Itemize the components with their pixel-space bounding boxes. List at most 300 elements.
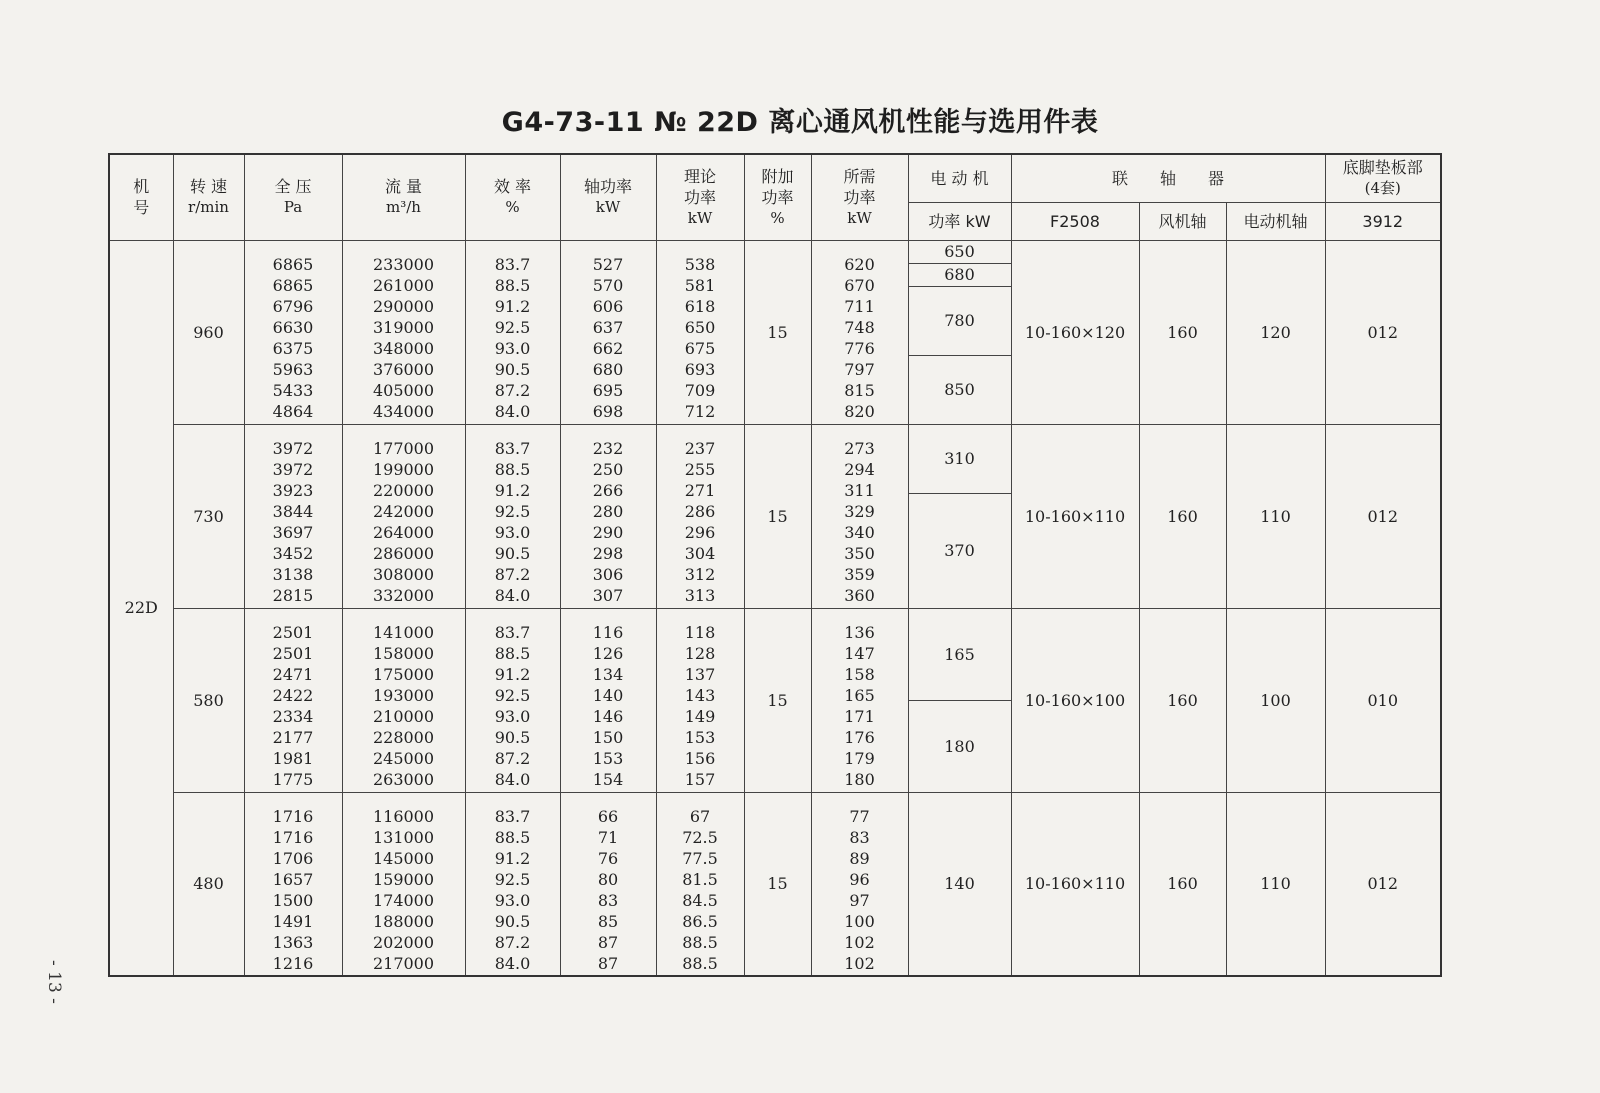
value-cell: 77.5 bbox=[682, 848, 718, 868]
required-power-values bbox=[812, 432, 908, 605]
header-extra-power-unit: % bbox=[770, 208, 785, 227]
value-cell: 87.2 bbox=[494, 381, 531, 400]
value-cell: 141000 bbox=[372, 623, 435, 642]
value-cell: 1491 bbox=[272, 911, 314, 931]
header-motor-shaft: 电动机轴 bbox=[1226, 202, 1325, 240]
header-pressure-unit: Pa bbox=[283, 198, 303, 217]
base-cell: 012 bbox=[1325, 424, 1441, 608]
value-cell: 2177 bbox=[272, 728, 314, 747]
value-cell: 145000 bbox=[372, 848, 435, 868]
value-cell: 87 bbox=[597, 953, 619, 973]
flow-column bbox=[342, 792, 465, 976]
header-base bbox=[1325, 154, 1441, 202]
value-cell: 313 bbox=[684, 586, 716, 605]
header-pressure bbox=[244, 154, 342, 240]
header-required-power-line1: 所需 bbox=[843, 166, 876, 186]
value-cell: 2501 bbox=[272, 644, 314, 663]
value-cell: 137 bbox=[684, 665, 716, 684]
value-cell: 359 bbox=[844, 565, 875, 584]
value-cell: 84.0 bbox=[494, 402, 531, 421]
value-cell: 298 bbox=[592, 544, 624, 563]
value-cell: 797 bbox=[844, 360, 875, 379]
value-cell: 102 bbox=[844, 953, 875, 973]
extra-power-cell: 15 bbox=[744, 240, 811, 424]
value-cell: 72.5 bbox=[682, 827, 718, 847]
value-cell: 67 bbox=[689, 806, 711, 826]
motor-power-cell: 140 bbox=[908, 792, 1011, 976]
value-cell: 159000 bbox=[372, 869, 435, 889]
value-cell: 89 bbox=[849, 848, 870, 868]
value-cell: 71 bbox=[597, 827, 619, 847]
shaft-power-values bbox=[561, 432, 656, 605]
value-cell: 1216 bbox=[272, 953, 314, 973]
header-speed-label: 转 速 bbox=[189, 177, 228, 197]
motor-shaft-cell: 120 bbox=[1226, 240, 1325, 424]
required-power-values bbox=[812, 800, 908, 973]
motor-shaft-cell: 110 bbox=[1226, 792, 1325, 976]
header-theory-power bbox=[656, 154, 744, 240]
value-cell: 820 bbox=[844, 402, 875, 421]
value-cell: 290000 bbox=[372, 297, 435, 316]
value-cell: 180 bbox=[844, 770, 875, 789]
efficiency-column bbox=[465, 792, 560, 976]
value-cell: 83 bbox=[597, 890, 619, 910]
value-cell: 242000 bbox=[372, 502, 435, 521]
value-cell: 153 bbox=[684, 728, 716, 747]
value-cell: 93.0 bbox=[494, 890, 531, 910]
page-number: - 13 - bbox=[44, 960, 64, 1004]
value-cell: 620 bbox=[844, 255, 875, 274]
shaft-power-values bbox=[561, 248, 656, 421]
value-cell: 2334 bbox=[272, 707, 314, 726]
header-required-power-unit: kW bbox=[847, 208, 872, 227]
value-cell: 6865 bbox=[272, 255, 314, 274]
value-cell: 153 bbox=[592, 749, 624, 768]
theory-power-values bbox=[657, 800, 744, 973]
value-cell: 329 bbox=[844, 502, 875, 521]
theory-power-values bbox=[657, 616, 744, 789]
value-cell: 179 bbox=[844, 749, 875, 768]
value-cell: 1981 bbox=[272, 749, 314, 768]
value-cell: 711 bbox=[844, 297, 875, 316]
value-cell: 131000 bbox=[372, 827, 435, 847]
header-efficiency bbox=[465, 154, 560, 240]
value-cell: 177000 bbox=[372, 439, 435, 458]
value-cell: 3138 bbox=[272, 565, 314, 584]
value-cell: 158000 bbox=[372, 644, 435, 663]
flow-column bbox=[342, 240, 465, 424]
required-power-column bbox=[811, 424, 908, 608]
header-flow bbox=[342, 154, 465, 240]
pressure-values bbox=[245, 248, 342, 421]
header-pressure-label: 全 压 bbox=[274, 177, 312, 197]
efficiency-column bbox=[465, 240, 560, 424]
value-cell: 87.2 bbox=[494, 932, 531, 952]
value-cell: 1716 bbox=[272, 806, 314, 826]
value-cell: 136 bbox=[844, 623, 875, 642]
value-cell: 232 bbox=[592, 439, 624, 458]
value-cell: 2501 bbox=[272, 623, 314, 642]
value-cell: 93.0 bbox=[494, 707, 531, 726]
value-cell: 815 bbox=[844, 381, 875, 400]
value-cell: 675 bbox=[684, 339, 716, 358]
value-cell: 97 bbox=[849, 890, 870, 910]
header-flow-label: 流 量 bbox=[384, 177, 423, 197]
base-cell: 010 bbox=[1325, 608, 1441, 792]
value-cell: 88.5 bbox=[494, 276, 531, 295]
shaft-power-column bbox=[560, 792, 656, 976]
motor-power-cell: 850 bbox=[908, 355, 1011, 424]
required-power-column bbox=[811, 792, 908, 976]
value-cell: 147 bbox=[844, 644, 875, 663]
speed-cell: 480 bbox=[173, 792, 244, 976]
speed-cell: 580 bbox=[173, 608, 244, 792]
fan-shaft-cell: 160 bbox=[1139, 424, 1226, 608]
value-cell: 83.7 bbox=[494, 255, 531, 274]
header-extra-power-line2: 功率 bbox=[761, 187, 794, 207]
header-shaft-power-label: 轴功率 bbox=[583, 177, 632, 197]
value-cell: 88.5 bbox=[494, 827, 531, 847]
base-cell: 012 bbox=[1325, 240, 1441, 424]
value-cell: 3972 bbox=[272, 460, 314, 479]
header-extra-power-line1: 附加 bbox=[761, 166, 794, 186]
value-cell: 83.7 bbox=[494, 623, 531, 642]
value-cell: 290 bbox=[592, 523, 624, 542]
efficiency-values bbox=[466, 616, 560, 789]
value-cell: 202000 bbox=[372, 932, 435, 952]
value-cell: 66 bbox=[597, 806, 619, 826]
value-cell: 348000 bbox=[372, 339, 435, 358]
performance-table bbox=[108, 153, 1442, 977]
efficiency-column bbox=[465, 608, 560, 792]
value-cell: 6375 bbox=[272, 339, 314, 358]
value-cell: 286 bbox=[684, 502, 716, 521]
value-cell: 266 bbox=[592, 481, 624, 500]
value-cell: 5433 bbox=[272, 381, 314, 400]
motor-shaft-cell: 100 bbox=[1226, 608, 1325, 792]
motor-shaft-cell: 110 bbox=[1226, 424, 1325, 608]
value-cell: 156 bbox=[684, 749, 716, 768]
value-cell: 304 bbox=[684, 544, 716, 563]
value-cell: 210000 bbox=[372, 707, 435, 726]
motor-power-cell: 680 bbox=[908, 263, 1011, 286]
value-cell: 88.5 bbox=[494, 460, 531, 479]
header-speed bbox=[173, 154, 244, 240]
machine-cell: 22D bbox=[109, 240, 173, 976]
value-cell: 695 bbox=[592, 381, 624, 400]
value-cell: 296 bbox=[684, 523, 716, 542]
value-cell: 1706 bbox=[272, 848, 314, 868]
pressure-column bbox=[244, 792, 342, 976]
header-extra-power bbox=[744, 154, 811, 240]
value-cell: 245000 bbox=[372, 749, 435, 768]
base-cell: 012 bbox=[1325, 792, 1441, 976]
value-cell: 6865 bbox=[272, 276, 314, 295]
header-theory-power-line1: 理论 bbox=[683, 166, 716, 186]
value-cell: 116 bbox=[592, 623, 624, 642]
value-cell: 1657 bbox=[272, 869, 314, 889]
value-cell: 261000 bbox=[372, 276, 435, 295]
extra-power-cell: 15 bbox=[744, 792, 811, 976]
header-coupling: 联 轴 器 bbox=[1011, 154, 1325, 202]
header-theory-power-line2: 功率 bbox=[683, 187, 716, 207]
value-cell: 2422 bbox=[272, 686, 314, 705]
coupling-cell: 10-160×110 bbox=[1011, 424, 1139, 608]
value-cell: 405000 bbox=[372, 381, 435, 400]
efficiency-values bbox=[466, 432, 560, 605]
value-cell: 126 bbox=[592, 644, 624, 663]
value-cell: 228000 bbox=[372, 728, 435, 747]
table-row bbox=[109, 608, 1441, 700]
shaft-power-column bbox=[560, 424, 656, 608]
header-base-line1: 底脚垫板部 bbox=[1342, 158, 1423, 178]
value-cell: 5963 bbox=[272, 360, 314, 379]
value-cell: 662 bbox=[592, 339, 624, 358]
value-cell: 91.2 bbox=[494, 848, 531, 868]
theory-power-values bbox=[657, 248, 744, 421]
pressure-values bbox=[245, 432, 342, 605]
pressure-column bbox=[244, 240, 342, 424]
pressure-column bbox=[244, 424, 342, 608]
value-cell: 174000 bbox=[372, 890, 435, 910]
efficiency-column bbox=[465, 424, 560, 608]
value-cell: 87.2 bbox=[494, 565, 531, 584]
header-shaft-power-unit: kW bbox=[595, 198, 621, 217]
value-cell: 149 bbox=[684, 707, 716, 726]
value-cell: 91.2 bbox=[494, 665, 531, 684]
extra-power-cell: 15 bbox=[744, 424, 811, 608]
value-cell: 90.5 bbox=[494, 544, 531, 563]
flow-values bbox=[343, 248, 465, 421]
value-cell: 1500 bbox=[272, 890, 314, 910]
speed-cell: 730 bbox=[173, 424, 244, 608]
value-cell: 263000 bbox=[372, 770, 435, 789]
shaft-power-values bbox=[561, 800, 656, 973]
value-cell: 83.7 bbox=[494, 806, 531, 826]
header-shaft-power bbox=[560, 154, 656, 240]
value-cell: 1363 bbox=[272, 932, 314, 952]
required-power-column bbox=[811, 608, 908, 792]
value-cell: 171 bbox=[844, 707, 875, 726]
value-cell: 350 bbox=[844, 544, 875, 563]
motor-power-cell: 180 bbox=[908, 700, 1011, 792]
value-cell: 158 bbox=[844, 665, 875, 684]
value-cell: 306 bbox=[592, 565, 624, 584]
value-cell: 154 bbox=[592, 770, 624, 789]
header-speed-unit: r/min bbox=[188, 198, 229, 217]
value-cell: 538 bbox=[684, 255, 716, 274]
value-cell: 286000 bbox=[372, 544, 435, 563]
value-cell: 434000 bbox=[372, 402, 435, 421]
value-cell: 87.2 bbox=[494, 749, 531, 768]
table-row bbox=[109, 792, 1441, 976]
value-cell: 670 bbox=[844, 276, 875, 295]
value-cell: 570 bbox=[592, 276, 624, 295]
value-cell: 84.0 bbox=[494, 770, 531, 789]
value-cell: 100 bbox=[844, 911, 875, 931]
value-cell: 143 bbox=[684, 686, 716, 705]
value-cell: 637 bbox=[592, 318, 624, 337]
value-cell: 88.5 bbox=[494, 644, 531, 663]
value-cell: 134 bbox=[592, 665, 624, 684]
header-required-power-line2: 功率 bbox=[843, 187, 876, 207]
value-cell: 92.5 bbox=[494, 318, 531, 337]
header-fan-shaft: 风机轴 bbox=[1139, 202, 1226, 240]
value-cell: 84.0 bbox=[494, 586, 531, 605]
value-cell: 96 bbox=[849, 869, 870, 889]
value-cell: 83 bbox=[849, 827, 870, 847]
value-cell: 776 bbox=[844, 339, 875, 358]
flow-values bbox=[343, 432, 465, 605]
value-cell: 146 bbox=[592, 707, 624, 726]
value-cell: 88.5 bbox=[682, 953, 718, 973]
value-cell: 709 bbox=[684, 381, 716, 400]
value-cell: 165 bbox=[844, 686, 875, 705]
value-cell: 90.5 bbox=[494, 728, 531, 747]
value-cell: 680 bbox=[592, 360, 624, 379]
value-cell: 294 bbox=[844, 460, 875, 479]
efficiency-values bbox=[466, 800, 560, 973]
required-power-values bbox=[812, 248, 908, 421]
header-theory-power-unit: kW bbox=[687, 208, 713, 227]
header-machine-line2: 号 bbox=[133, 198, 150, 218]
value-cell: 376000 bbox=[372, 360, 435, 379]
value-cell: 748 bbox=[844, 318, 875, 337]
value-cell: 6630 bbox=[272, 318, 314, 337]
coupling-cell: 10-160×120 bbox=[1011, 240, 1139, 424]
value-cell: 273 bbox=[844, 439, 875, 458]
theory-power-column bbox=[656, 240, 744, 424]
value-cell: 1716 bbox=[272, 827, 314, 847]
shaft-power-values bbox=[561, 616, 656, 789]
header-required-power bbox=[811, 154, 908, 240]
value-cell: 86.5 bbox=[682, 911, 718, 931]
value-cell: 2815 bbox=[272, 586, 314, 605]
value-cell: 175000 bbox=[372, 665, 435, 684]
value-cell: 102 bbox=[844, 932, 875, 952]
pressure-values bbox=[245, 800, 342, 973]
coupling-cell: 10-160×110 bbox=[1011, 792, 1139, 976]
value-cell: 698 bbox=[592, 402, 624, 421]
value-cell: 340 bbox=[844, 523, 875, 542]
required-power-values bbox=[812, 616, 908, 789]
header-efficiency-unit: % bbox=[505, 198, 520, 217]
theory-power-values bbox=[657, 432, 744, 605]
value-cell: 93.0 bbox=[494, 339, 531, 358]
flow-values bbox=[343, 616, 465, 789]
header-flow-unit: m³/h bbox=[386, 198, 421, 217]
header-coupling-model: F2508 bbox=[1011, 202, 1139, 240]
value-cell: 88.5 bbox=[682, 932, 718, 952]
motor-power-cell: 780 bbox=[908, 286, 1011, 355]
value-cell: 92.5 bbox=[494, 869, 531, 889]
table-row bbox=[109, 424, 1441, 493]
value-cell: 76 bbox=[597, 848, 619, 868]
value-cell: 250 bbox=[592, 460, 624, 479]
value-cell: 80 bbox=[597, 869, 619, 889]
theory-power-column bbox=[656, 424, 744, 608]
value-cell: 90.5 bbox=[494, 360, 531, 379]
speed-cell: 960 bbox=[173, 240, 244, 424]
motor-power-cell: 310 bbox=[908, 424, 1011, 493]
value-cell: 188000 bbox=[372, 911, 435, 931]
header-motor: 电 动 机 bbox=[908, 154, 1011, 202]
value-cell: 237 bbox=[684, 439, 716, 458]
value-cell: 3697 bbox=[272, 523, 314, 542]
header-motor-power: 功率 kW bbox=[908, 202, 1011, 240]
value-cell: 360 bbox=[844, 586, 875, 605]
efficiency-values bbox=[466, 248, 560, 421]
flow-values bbox=[343, 800, 465, 973]
value-cell: 92.5 bbox=[494, 502, 531, 521]
value-cell: 199000 bbox=[372, 460, 435, 479]
value-cell: 3972 bbox=[272, 439, 314, 458]
value-cell: 319000 bbox=[372, 318, 435, 337]
value-cell: 217000 bbox=[372, 953, 435, 973]
value-cell: 3923 bbox=[272, 481, 314, 500]
value-cell: 581 bbox=[684, 276, 716, 295]
value-cell: 118 bbox=[684, 623, 716, 642]
extra-power-cell: 15 bbox=[744, 608, 811, 792]
page-title: G4-73-11 № 22D 离心通风机性能与选用件表 bbox=[501, 107, 1099, 138]
value-cell: 90.5 bbox=[494, 911, 531, 931]
motor-power-cell: 650 bbox=[908, 240, 1011, 263]
value-cell: 233000 bbox=[372, 255, 435, 274]
table-row bbox=[109, 240, 1441, 263]
value-cell: 2471 bbox=[272, 665, 314, 684]
value-cell: 92.5 bbox=[494, 686, 531, 705]
value-cell: 307 bbox=[592, 586, 624, 605]
header-machine-line1: 机 bbox=[133, 177, 150, 197]
value-cell: 3452 bbox=[272, 544, 314, 563]
value-cell: 618 bbox=[684, 297, 716, 316]
value-cell: 311 bbox=[844, 481, 875, 500]
pressure-values bbox=[245, 616, 342, 789]
value-cell: 693 bbox=[684, 360, 716, 379]
header-efficiency-label: 效 率 bbox=[493, 177, 532, 197]
value-cell: 128 bbox=[684, 644, 716, 663]
value-cell: 280 bbox=[592, 502, 624, 521]
value-cell: 271 bbox=[684, 481, 716, 500]
value-cell: 83.7 bbox=[494, 439, 531, 458]
value-cell: 308000 bbox=[372, 565, 435, 584]
header-machine bbox=[109, 154, 173, 240]
value-cell: 150 bbox=[592, 728, 624, 747]
fan-shaft-cell: 160 bbox=[1139, 608, 1226, 792]
flow-column bbox=[342, 608, 465, 792]
value-cell: 84.5 bbox=[682, 890, 718, 910]
value-cell: 6796 bbox=[272, 297, 314, 316]
value-cell: 312 bbox=[684, 565, 716, 584]
value-cell: 84.0 bbox=[494, 953, 531, 973]
value-cell: 650 bbox=[684, 318, 716, 337]
fan-shaft-cell: 160 bbox=[1139, 792, 1226, 976]
shaft-power-column bbox=[560, 608, 656, 792]
value-cell: 255 bbox=[684, 460, 716, 479]
value-cell: 1775 bbox=[272, 770, 314, 789]
value-cell: 193000 bbox=[372, 686, 435, 705]
value-cell: 81.5 bbox=[682, 869, 718, 889]
value-cell: 85 bbox=[597, 911, 619, 931]
value-cell: 3844 bbox=[272, 502, 314, 521]
value-cell: 220000 bbox=[372, 481, 435, 500]
shaft-power-column bbox=[560, 240, 656, 424]
value-cell: 77 bbox=[849, 806, 870, 826]
motor-power-cell: 165 bbox=[908, 608, 1011, 700]
value-cell: 712 bbox=[684, 402, 716, 421]
header-base-model: 3912 bbox=[1325, 202, 1441, 240]
value-cell: 116000 bbox=[372, 806, 435, 826]
